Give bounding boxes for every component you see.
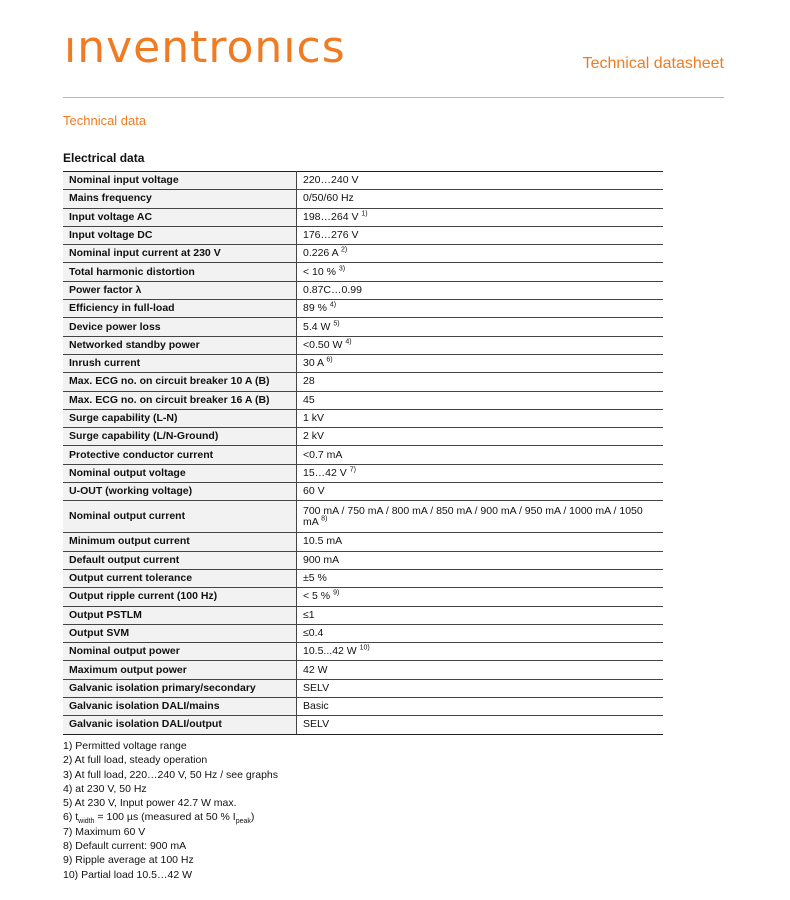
parameter-name: Surge capability (L-N) (63, 409, 297, 427)
parameter-value (297, 318, 664, 336)
footnote-ref: 5) (333, 320, 340, 328)
value-text: 60 V (303, 485, 325, 498)
parameter-value (297, 606, 664, 624)
parameter-name: Galvanic isolation DALI/output (63, 716, 297, 734)
parameter-value (297, 300, 664, 318)
parameter-name: Device power loss (63, 318, 297, 336)
value-text: Basic (303, 700, 329, 713)
footnote-6-prefix: 6) t (63, 811, 79, 824)
table-row (63, 533, 663, 551)
table-row (63, 679, 663, 697)
value-text: 5.4 W (303, 320, 331, 333)
subsection-title: Electrical data (63, 151, 145, 165)
parameter-value (297, 245, 664, 263)
parameter-name: Nominal output power (63, 643, 297, 661)
document-type: Technical datasheet (582, 55, 724, 72)
value-text: 42 W (303, 663, 328, 676)
table-row (63, 606, 663, 624)
value-text: 2 kV (303, 430, 325, 443)
value-text: 0.226 A (303, 247, 339, 260)
table-row (63, 661, 663, 679)
parameter-value (297, 409, 664, 427)
table-row (63, 281, 663, 299)
parameter-name: Inrush current (63, 354, 297, 372)
parameter-name: Galvanic isolation primary/secondary (63, 679, 297, 697)
footnote-ref: 4) (329, 301, 337, 309)
parameter-name: Minimum output current (63, 533, 297, 551)
parameter-name: Power factor λ (63, 281, 297, 299)
parameter-value (297, 354, 664, 372)
value-text: 10.5...42 W (303, 645, 357, 658)
table-row (63, 569, 663, 587)
table-row (63, 245, 663, 263)
parameter-value (297, 172, 664, 190)
footnotes (63, 739, 278, 882)
parameter-value (297, 716, 664, 734)
parameter-value (297, 569, 664, 587)
parameter-name: Nominal output current (63, 501, 297, 533)
footnote-6-subscript-width: width (78, 818, 95, 826)
footnote-ref: 6) (326, 356, 333, 364)
parameter-value (297, 281, 664, 299)
parameter-name: U-OUT (working voltage) (63, 483, 297, 501)
parameter-value (297, 698, 664, 716)
value-text: 10.5 mA (303, 535, 343, 548)
table-row (63, 483, 663, 501)
value-text: 89 % (303, 302, 327, 315)
parameter-value (297, 391, 664, 409)
parameter-name: Nominal input voltage (63, 172, 297, 190)
footnote: 7) Maximum 60 V (63, 825, 146, 838)
footnote-ref: 1) (361, 210, 368, 218)
table-row (63, 300, 663, 318)
parameter-value (297, 336, 664, 354)
parameter-name: Efficiency in full-load (63, 300, 297, 318)
parameter-name: Max. ECG no. on circuit breaker 10 A (B) (63, 373, 297, 391)
parameter-name: Output SVM (63, 624, 297, 642)
footnote: 9) Ripple average at 100 Hz (63, 854, 194, 867)
parameter-value (297, 483, 664, 501)
parameter-value (297, 208, 664, 226)
parameter-name: Networked standby power (63, 336, 297, 354)
table-row (63, 716, 663, 734)
table-row (63, 373, 663, 391)
value-text: 15…42 V (303, 466, 347, 479)
footnote: 8) Default current: 900 mA (63, 840, 187, 853)
section-title: Technical data (63, 113, 147, 128)
footnote-ref: 8) (321, 515, 328, 523)
parameter-name: Galvanic isolation DALI/mains (63, 698, 297, 716)
header-divider (63, 97, 724, 98)
value-text: ≤0.4 (303, 626, 324, 639)
parameter-name: Total harmonic distortion (63, 263, 297, 281)
parameter-value (297, 428, 664, 446)
value-text: <0.50 W (303, 338, 343, 351)
parameter-value (297, 661, 664, 679)
table-row (63, 624, 663, 642)
parameter-value (297, 501, 664, 533)
value-text: 176…276 V (303, 229, 359, 242)
parameter-name: Protective conductor current (63, 446, 297, 464)
value-text: 28 (303, 375, 315, 388)
parameter-name: Max. ECG no. on circuit breaker 16 A (B) (63, 391, 297, 409)
value-text: SELV (303, 681, 330, 694)
footnote: 3) At full load, 220…240 V, 50 Hz / see graphs (63, 768, 278, 781)
footnote-ref: 3) (338, 265, 346, 273)
table-row (63, 226, 663, 244)
parameter-name: Output current tolerance (63, 569, 297, 587)
table-row (63, 391, 663, 409)
footnote-ref: 10) (359, 644, 370, 652)
footnote: 10) Partial load 10.5…42 W (63, 868, 192, 881)
parameter-value (297, 446, 664, 464)
table-row (63, 428, 663, 446)
electrical-data-table (63, 171, 663, 735)
parameter-name: Surge capability (L/N-Ground) (63, 428, 297, 446)
table-row (63, 464, 663, 482)
value-text: < 10 % (303, 265, 336, 278)
footnote-6-suffix: ) (250, 811, 255, 824)
value-text: ±5 % (303, 572, 327, 585)
parameter-name: Mains frequency (63, 190, 297, 208)
parameter-name: Input voltage DC (63, 226, 297, 244)
value-text: SELV (303, 718, 330, 731)
parameter-value (297, 588, 664, 606)
parameter-name: Output ripple current (100 Hz) (63, 588, 297, 606)
table-row (63, 698, 663, 716)
footnote-6-text: = 100 µs (measured at 50 % I (94, 811, 236, 824)
table-row (63, 501, 663, 533)
value-text: <0.7 mA (303, 448, 343, 461)
parameter-name: Input voltage AC (63, 208, 297, 226)
table-row (63, 588, 663, 606)
footnote-ref: 2) (340, 246, 348, 254)
value-text: 220…240 V (303, 174, 359, 187)
footnote: 4) at 230 V, 50 Hz (63, 782, 147, 795)
parameter-value (297, 551, 664, 569)
parameter-name: Nominal input current at 230 V (63, 245, 297, 263)
footnote: 2) At full load, steady operation (63, 754, 208, 767)
parameter-value (297, 263, 664, 281)
value-text: 900 mA (303, 553, 340, 566)
table-row (63, 263, 663, 281)
parameter-value (297, 679, 664, 697)
table-row (63, 172, 663, 190)
value-text: 45 (303, 393, 315, 406)
table-row (63, 354, 663, 372)
table-row (63, 190, 663, 208)
parameter-name: Default output current (63, 551, 297, 569)
value-text: 198…264 V (303, 210, 359, 223)
parameter-name: Nominal output voltage (63, 464, 297, 482)
parameter-value (297, 226, 664, 244)
inventronics-logo: ınventronıcs (64, 22, 346, 73)
value-text: 30 A (303, 357, 324, 370)
parameter-value (297, 190, 664, 208)
table-row (63, 208, 663, 226)
parameter-value (297, 373, 664, 391)
table-row (63, 551, 663, 569)
table-row (63, 318, 663, 336)
parameter-value (297, 624, 664, 642)
table-row (63, 409, 663, 427)
footnote-ref: 7) (349, 466, 356, 474)
footnote-ref: 4) (345, 338, 352, 346)
footnote-6-subscript-peak: peak (235, 818, 251, 826)
parameter-name: Output PSTLM (63, 606, 297, 624)
footnote: 1) Permitted voltage range (63, 740, 187, 752)
table-row (63, 446, 663, 464)
value-text: < 5 % (303, 590, 331, 603)
footnote-ref: 9) (333, 589, 340, 597)
parameter-name: Maximum output power (63, 661, 297, 679)
table-row (63, 336, 663, 354)
parameter-value (297, 464, 664, 482)
value-text: 700 mA / 750 mA / 800 mA / 850 mA / 900 mA / 950 mA / 1000 mA / 1050 mA (303, 504, 643, 528)
footnote (63, 810, 278, 824)
value-text: 0.87C…0.99 (303, 283, 362, 296)
value-text: ≤1 (303, 608, 315, 621)
parameter-value (297, 533, 664, 551)
value-text: 1 kV (303, 412, 325, 424)
footnote: 5) At 230 V, Input power 42.7 W max. (63, 797, 237, 810)
value-text: 0/50/60 Hz (303, 192, 354, 205)
table-row (63, 643, 663, 661)
parameter-value (297, 643, 664, 661)
